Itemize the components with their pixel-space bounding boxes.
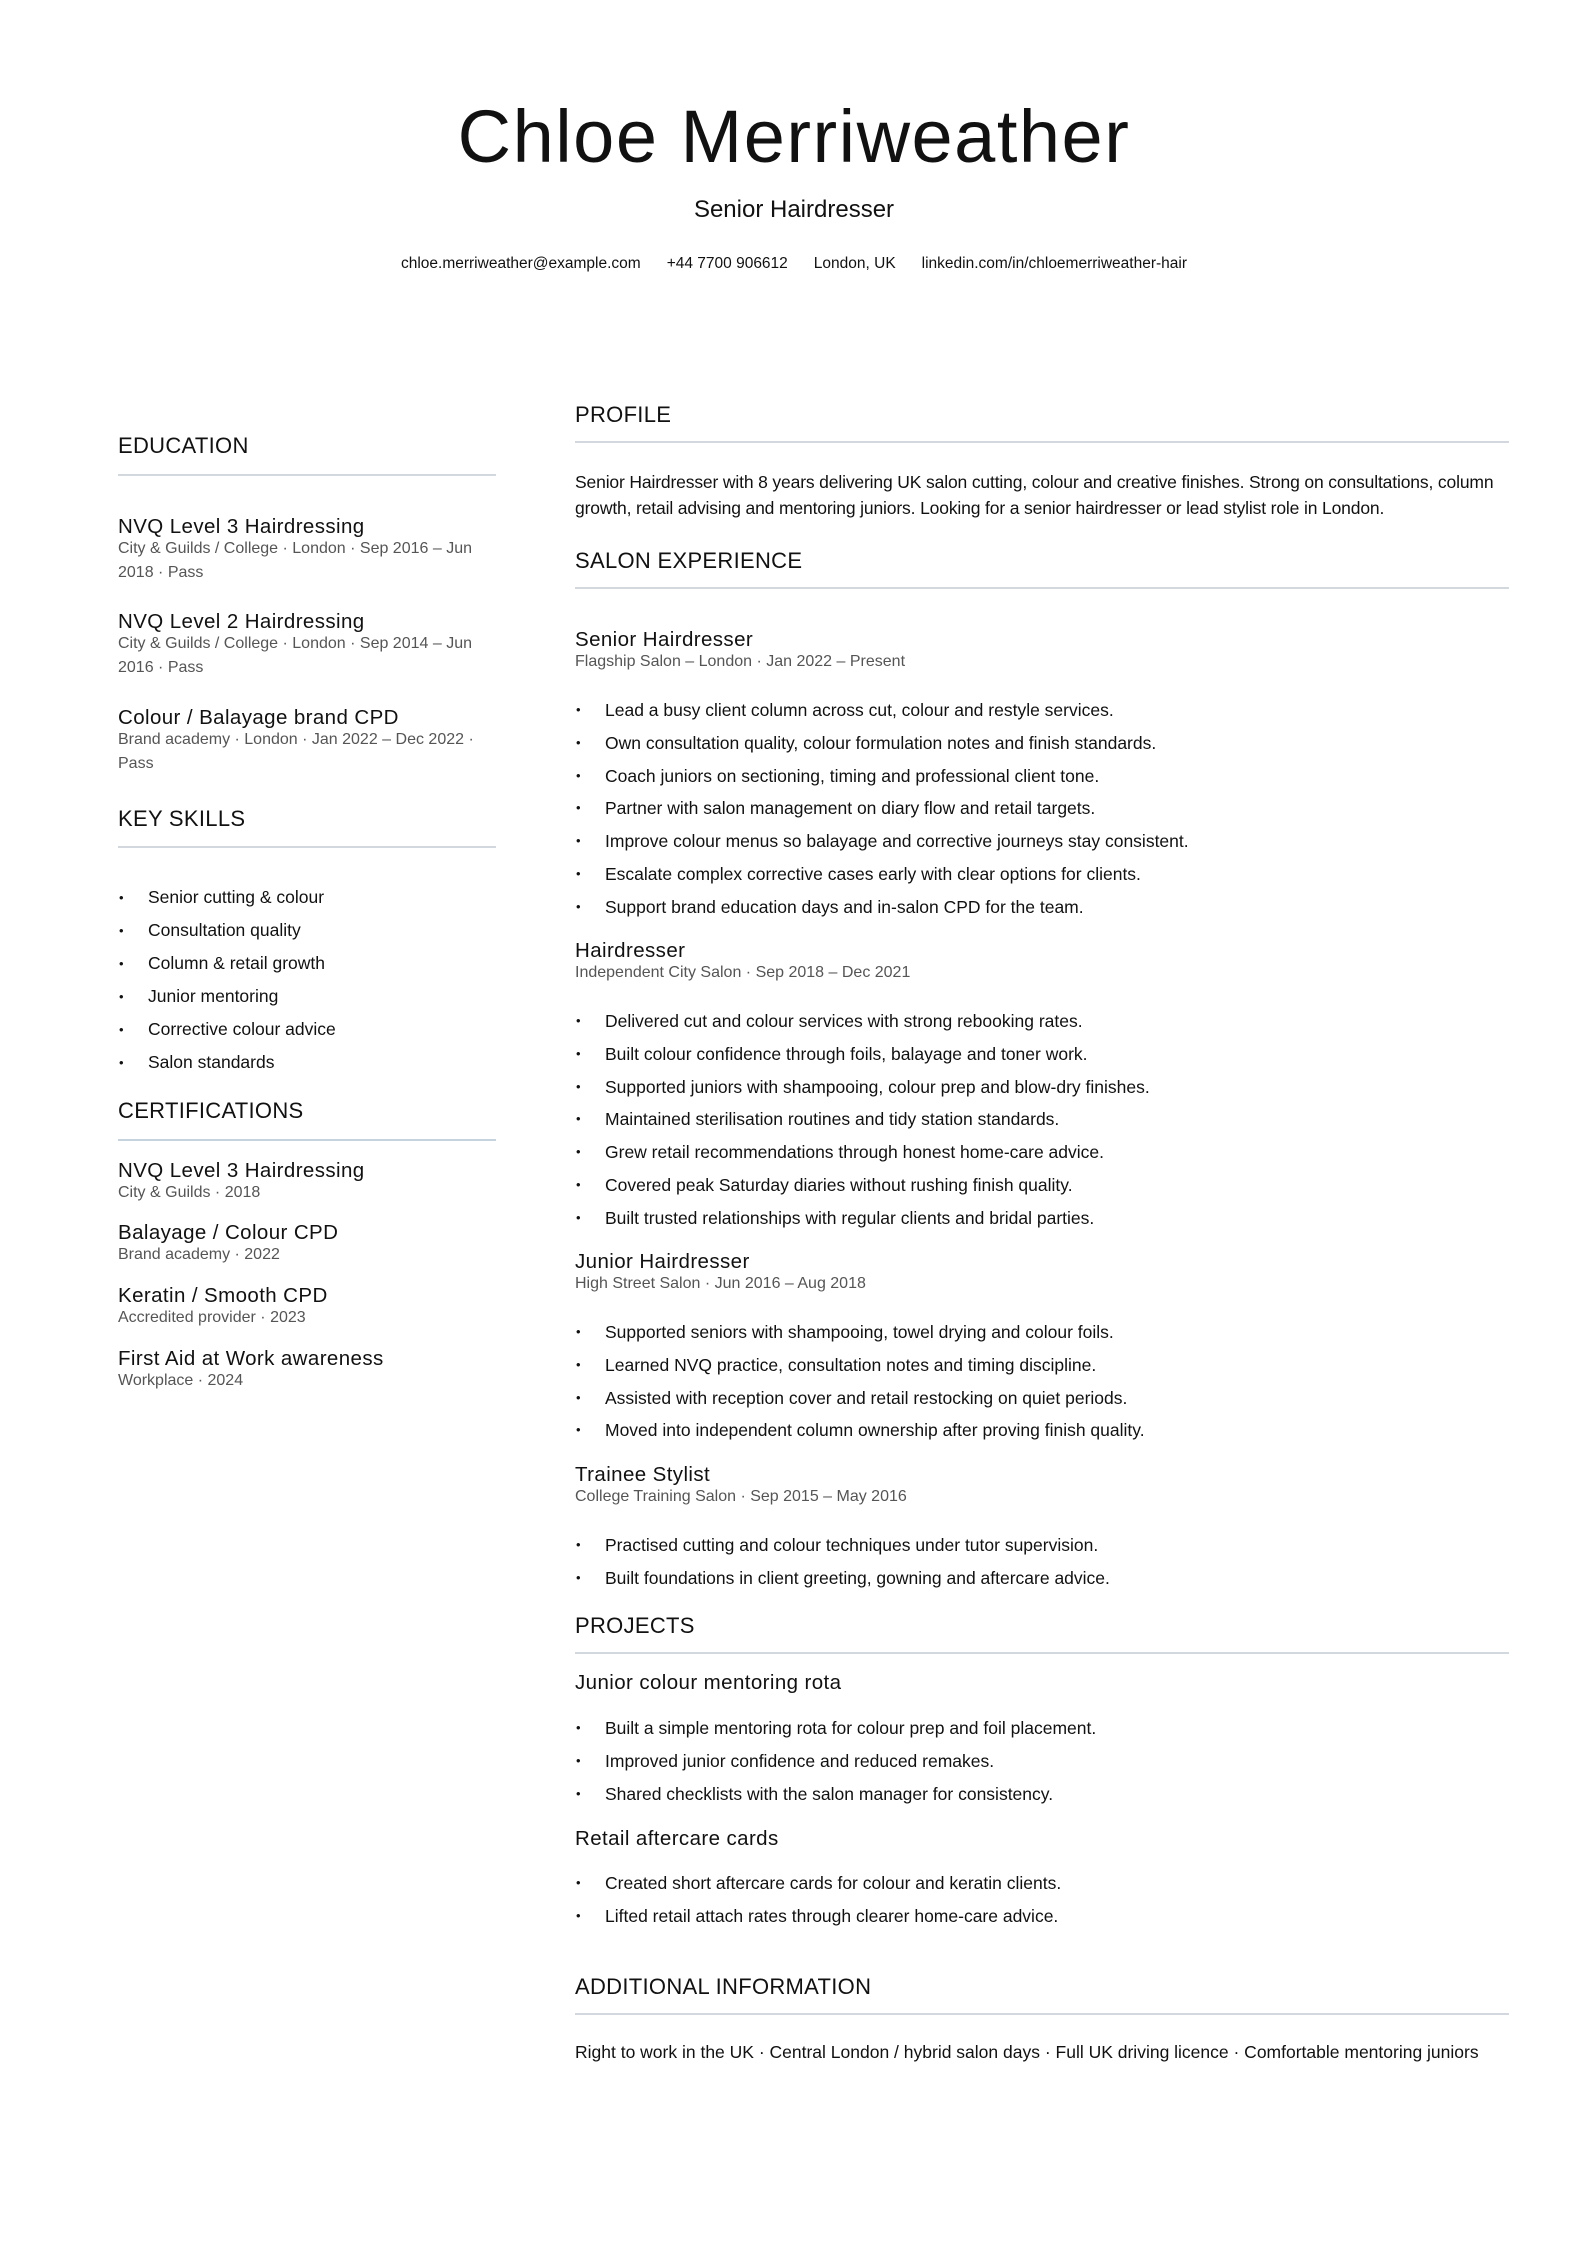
job-bullet: • Moved into independent column ownership after proving finish quality. xyxy=(575,1414,1145,1447)
skill-item: • Junior mentoring xyxy=(118,980,336,1013)
profile-divider xyxy=(575,441,1509,443)
job-bullet: • Practised cutting and colour techniques under tutor supervision. xyxy=(575,1529,1110,1562)
project-bullet: • Lifted retail attach rates through clearer home-care advice. xyxy=(575,1900,1061,1933)
project-bullet: • Improved junior confidence and reduced remakes. xyxy=(575,1745,1096,1778)
job-bullet: • Partner with salon management on diary flow and retail targets. xyxy=(575,792,1189,825)
skills-heading: KEY SKILLS xyxy=(118,806,246,831)
certification-meta: Accredited provider · 2023 xyxy=(118,1309,306,1326)
skill-item: • Salon standards xyxy=(118,1046,336,1079)
contact-linkedin: linkedin.com/in/chloemerriweather-hair xyxy=(921,255,1188,272)
experience-divider xyxy=(575,587,1509,589)
education-item-title: NVQ Level 2 Hairdressing xyxy=(118,610,365,633)
skill-item: • Corrective colour advice xyxy=(118,1013,336,1046)
job-bullet: • Supported juniors with shampooing, colour prep and blow-dry finishes. xyxy=(575,1071,1150,1104)
job-bullet: • Grew retail recommendations through honest home-care advice. xyxy=(575,1136,1150,1169)
certification-meta: Workplace · 2024 xyxy=(118,1372,244,1389)
contact-location: London, UK xyxy=(813,255,896,272)
job-bullet: • Assisted with reception cover and retail restocking on quiet periods. xyxy=(575,1382,1145,1415)
certification-title: NVQ Level 3 Hairdressing xyxy=(118,1159,365,1182)
job-bullet: • Built trusted relationships with regular clients and bridal parties. xyxy=(575,1202,1150,1235)
contact-line xyxy=(0,253,1588,275)
projects-heading: PROJECTS xyxy=(575,1613,695,1638)
additional-heading: ADDITIONAL INFORMATION xyxy=(575,1974,872,1999)
project-bullet: • Shared checklists with the salon manager for consistency. xyxy=(575,1778,1096,1811)
certification-meta: Brand academy · 2022 xyxy=(118,1246,280,1263)
job-bullet: • Support brand education days and in-salon CPD for the team. xyxy=(575,891,1189,924)
education-item-meta: City & Guilds / College · London · Sep 2016 – Jun 2018 · Pass xyxy=(118,540,472,581)
profile-heading: PROFILE xyxy=(575,402,672,427)
education-item-title: NVQ Level 3 Hairdressing xyxy=(118,515,365,538)
job-bullet: • Supported seniors with shampooing, towel drying and colour foils. xyxy=(575,1316,1145,1349)
experience-heading: SALON EXPERIENCE xyxy=(575,548,803,573)
profile-summary: Senior Hairdresser with 8 years delivering UK salon cutting, colour and creative finishes. Strong on consultations, column growth, retail advising and mentoring juniors. Looking for a senior hairdresser or lead stylist role in London. xyxy=(575,472,1494,518)
additional-divider xyxy=(575,2013,1509,2015)
education-item-meta: City & Guilds / College · London · Sep 2014 – Jun 2016 · Pass xyxy=(118,635,472,676)
project-bullets xyxy=(575,1712,1096,1810)
additional-text: Right to work in the UK · Central London / hybrid salon days · Full UK driving licence · Comfortable mentoring juniors xyxy=(575,2042,1479,2062)
job-meta: Independent City Salon · Sep 2018 – Dec 2021 xyxy=(575,964,911,981)
skill-item: • Senior cutting & colour xyxy=(118,881,336,914)
candidate-name: Chloe Merriweather xyxy=(457,95,1131,178)
project-bullets xyxy=(575,1867,1061,1933)
job-bullet: • Built colour confidence through foils, balayage and toner work. xyxy=(575,1038,1150,1071)
job-bullets xyxy=(575,1316,1145,1447)
project-title: Junior colour mentoring rota xyxy=(575,1671,842,1694)
job-bullet: • Lead a busy client column across cut, colour and restyle services. xyxy=(575,694,1189,727)
candidate-title: Senior Hairdresser xyxy=(693,196,895,223)
certification-meta: City & Guilds · 2018 xyxy=(118,1184,261,1201)
job-title: Senior Hairdresser xyxy=(575,628,754,651)
project-bullet: • Created short aftercare cards for colour and keratin clients. xyxy=(575,1867,1061,1900)
job-title: Junior Hairdresser xyxy=(575,1250,750,1273)
certification-title: Balayage / Colour CPD xyxy=(118,1221,339,1244)
job-bullet: • Maintained sterilisation routines and tidy station standards. xyxy=(575,1103,1150,1136)
certifications-heading: CERTIFICATIONS xyxy=(118,1098,304,1123)
job-title: Trainee Stylist xyxy=(575,1463,711,1486)
education-item-meta: Brand academy · London · Jan 2022 – Dec 2022 · Pass xyxy=(118,731,474,772)
job-bullets xyxy=(575,1005,1150,1235)
job-bullet: • Covered peak Saturday diaries without rushing finish quality. xyxy=(575,1169,1150,1202)
job-bullet: • Own consultation quality, colour formulation notes and finish standards. xyxy=(575,727,1189,760)
projects-divider xyxy=(575,1652,1509,1654)
job-bullet: • Built foundations in client greeting, gowning and aftercare advice. xyxy=(575,1562,1110,1595)
skills-divider xyxy=(118,846,496,848)
project-bullet: • Built a simple mentoring rota for colour prep and foil placement. xyxy=(575,1712,1096,1745)
job-bullets xyxy=(575,1529,1110,1595)
job-bullet: • Escalate complex corrective cases early with clear options for clients. xyxy=(575,858,1189,891)
job-bullet: • Learned NVQ practice, consultation notes and timing discipline. xyxy=(575,1349,1145,1382)
project-title: Retail aftercare cards xyxy=(575,1827,779,1850)
job-meta: Flagship Salon – London · Jan 2022 – Present xyxy=(575,653,906,670)
contact-phone: +44 7700 906612 xyxy=(666,255,788,272)
certifications-divider xyxy=(118,1139,496,1141)
job-bullet: • Coach juniors on sectioning, timing and professional client tone. xyxy=(575,760,1189,793)
education-divider xyxy=(118,474,496,476)
skill-item: • Consultation quality xyxy=(118,914,336,947)
job-bullet: • Delivered cut and colour services with strong rebooking rates. xyxy=(575,1005,1150,1038)
job-meta: College Training Salon · Sep 2015 – May 2016 xyxy=(575,1488,907,1505)
certification-title: First Aid at Work awareness xyxy=(118,1347,384,1370)
skill-item: • Column & retail growth xyxy=(118,947,336,980)
job-bullet: • Improve colour menus so balayage and corrective journeys stay consistent. xyxy=(575,825,1189,858)
education-item-title: Colour / Balayage brand CPD xyxy=(118,706,399,729)
certification-title: Keratin / Smooth CPD xyxy=(118,1284,328,1307)
contact-email: chloe.merriweather@example.com xyxy=(400,255,641,272)
education-heading: EDUCATION xyxy=(118,433,249,458)
skills-list xyxy=(118,881,336,1079)
job-bullets xyxy=(575,694,1189,924)
job-meta: High Street Salon · Jun 2016 – Aug 2018 xyxy=(575,1275,866,1292)
job-title: Hairdresser xyxy=(575,939,686,962)
